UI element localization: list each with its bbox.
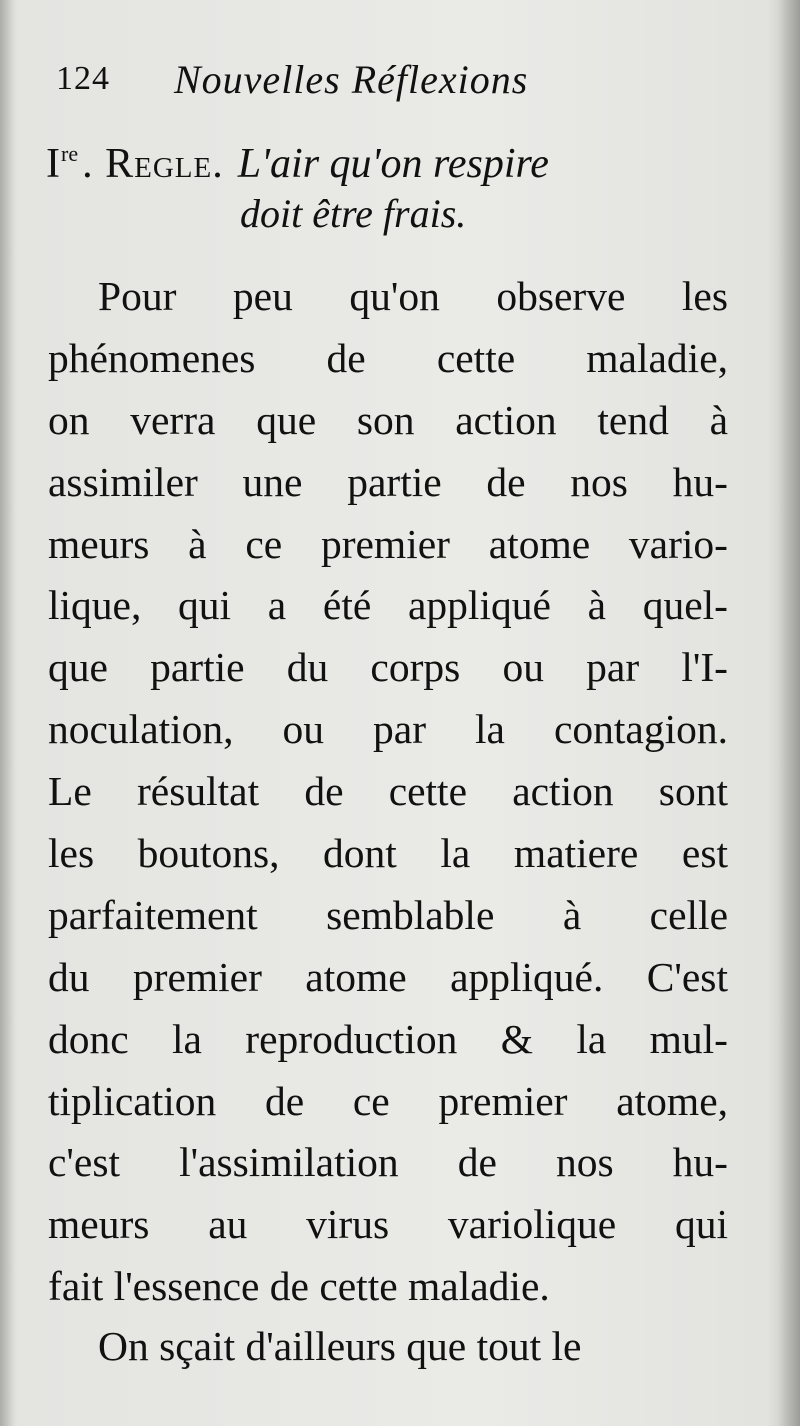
rule-number bbox=[46, 141, 78, 187]
text-line: lique, qui a été appliqué à quel- bbox=[48, 582, 728, 629]
text-line: du premier atome appliqué. C'est bbox=[48, 953, 728, 1000]
text-line: Le résultat de cette action sont bbox=[48, 768, 728, 815]
paragraph-2 bbox=[48, 1316, 728, 1378]
text-line: noculation, ou par la contagion. bbox=[48, 706, 728, 753]
paragraph-1 bbox=[48, 266, 728, 1318]
text-line: assimiler une partie de nos hu- bbox=[48, 458, 728, 505]
rule-title-line-2: doit être frais. bbox=[240, 191, 467, 236]
running-head: Nouvelles Réflexions bbox=[174, 57, 529, 102]
text-line: fait l'essence de cette maladie. bbox=[48, 1263, 550, 1310]
text-line: donc la reproduction & la mul- bbox=[48, 1015, 728, 1062]
text-line: c'est l'assimilation de nos hu- bbox=[48, 1139, 728, 1186]
text-line: meurs à ce premier atome vario- bbox=[48, 520, 728, 567]
page-header bbox=[56, 56, 696, 106]
rule-title-line-1: L'air qu'on respire bbox=[237, 141, 549, 187]
text-line: parfaitement semblable à celle bbox=[48, 891, 728, 938]
page-shadow-left bbox=[0, 0, 14, 1426]
text-line: que partie du corps ou par l'I- bbox=[48, 644, 728, 691]
rule-heading bbox=[46, 128, 746, 236]
text-line: On sçait d'ailleurs que tout le bbox=[98, 1323, 582, 1369]
text-line: meurs au virus variolique qui bbox=[48, 1201, 728, 1248]
text-line: tiplication de ce premier atome, bbox=[48, 1077, 728, 1124]
text-line: on verra que son action tend à bbox=[48, 396, 728, 443]
rule-word: . Regle. bbox=[82, 141, 224, 187]
rule-numeral-suffix: re bbox=[61, 141, 79, 166]
text-line: phénomenes de cette maladie, bbox=[48, 334, 728, 381]
page-number: 124 bbox=[56, 60, 110, 97]
text-line: Pour peu qu'on observe les bbox=[98, 273, 728, 319]
rule-numeral: I bbox=[46, 141, 60, 187]
page-shadow-right bbox=[778, 0, 800, 1426]
text-line: les boutons, dont la matiere est bbox=[48, 830, 728, 877]
